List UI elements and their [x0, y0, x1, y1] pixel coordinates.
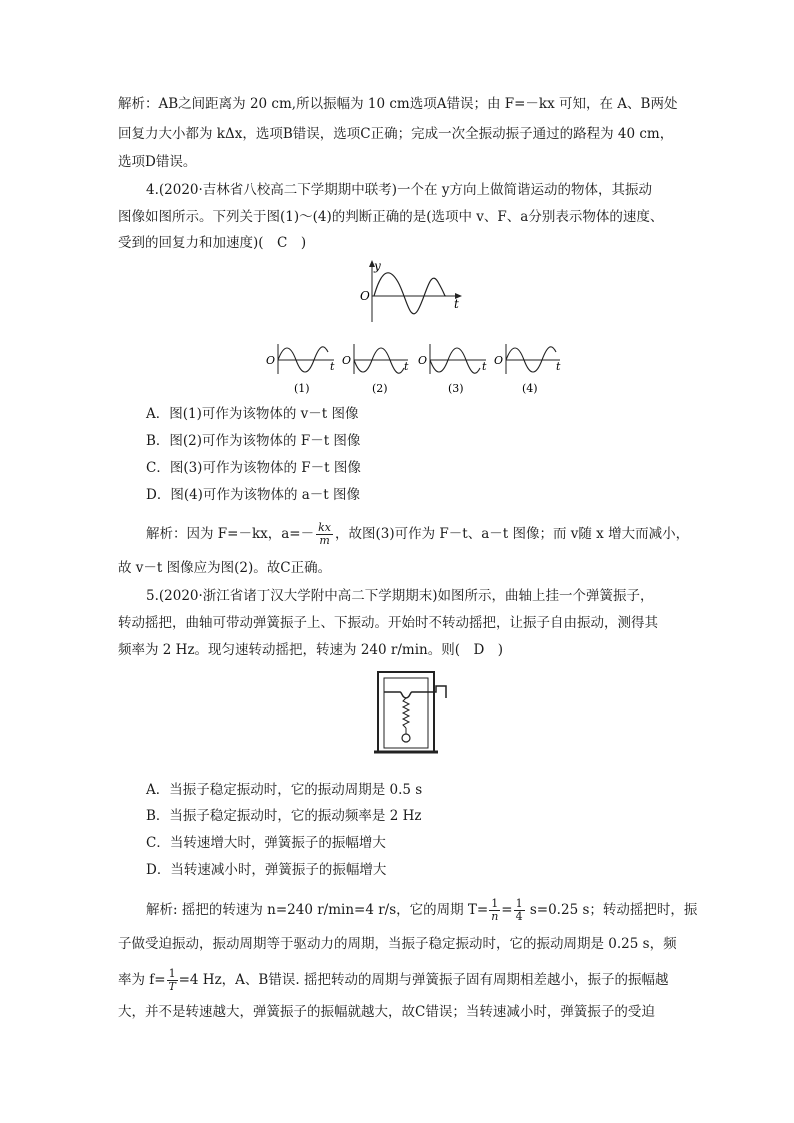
q4-stem-line-1: 4.(2020·吉林省八校高二下学期期中联考)一个在 y方向上做简谐运动的物体，其振动 [146, 182, 652, 198]
spring [403, 698, 409, 728]
q5-option-d: D．当转速减小时，弹簧振子的振幅增大 [146, 862, 387, 878]
main-origin-label: O [360, 289, 370, 303]
q4-fraction [316, 522, 333, 547]
q4-analysis-line-2: 故 v－t 图像应为图(2)。故C正确。 [118, 560, 332, 576]
sub2-t: t [404, 360, 409, 373]
q5-frac2-den: 4 [515, 910, 523, 923]
sub3-t: t [482, 360, 487, 373]
q4-fraction-num: kx [318, 521, 331, 534]
q4-option-a: A．图(1)可作为该物体的 v－t 图像 [146, 406, 359, 422]
analysis-prev-line-3: 选项D错误。 [118, 154, 197, 170]
q4-main-graph [358, 258, 468, 326]
q5-frac1-num: 1 [491, 897, 499, 910]
sub4-origin: O [494, 354, 504, 367]
analysis-prev-line-1: 解析：AB之间距离为 20 cm,所以振幅为 10 cm选项A错误；由 F=－kx 可知，在 A、B两处 [118, 96, 678, 112]
q5-frac2-num: 1 [515, 897, 523, 910]
q4-stem-line-3: 受到的回复力和加速度)( C ) [118, 235, 307, 251]
sub-graph-1 [266, 344, 335, 395]
q5-analysis-line-4: 大，并不是转速越大，弹簧振子的振幅就越大，故C错误；当转速减小时，弹簧振子的受迫 [118, 1004, 655, 1020]
analysis-prev-line-2: 回复力大小都为 kΔx，选项B错误，选项C正确；完成一次全振动振子通过的路程为 40 cm， [118, 126, 674, 142]
sub-label-4: (4) [522, 382, 538, 395]
sub1-origin: O [266, 354, 276, 367]
q5-option-b: B．当振子稳定振动时，它的振动频率是 2 Hz [146, 808, 422, 824]
sub-label-3: (3) [448, 382, 464, 395]
sub-graph-3 [418, 344, 487, 395]
q5-frac3-num: 1 [168, 967, 176, 980]
q4-option-d: D．图(4)可作为该物体的 a－t 图像 [146, 487, 361, 503]
q5-frac1-den: n [491, 910, 499, 923]
q5-analysis-line-1 [146, 898, 697, 923]
sub-graph-4 [494, 344, 561, 395]
q5-a1-post: s=0.25 s；转动摇把时，振 [525, 902, 698, 918]
sub1-t: t [330, 360, 335, 373]
crank-shaft [384, 686, 446, 698]
q5-option-a: A．当振子稳定振动时，它的振动周期是 0.5 s [146, 782, 423, 798]
sub-graph-2 [342, 344, 409, 395]
q5-frac-1-over-n [489, 898, 500, 923]
q5-frac3-den: T [168, 980, 176, 993]
q5-stem-line-2: 转动摇把，曲轴可带动弹簧振子上、下振动。开始时不转动摇把，让振子自由振动，测得其 [118, 615, 658, 631]
q4-sub-graphs [266, 340, 566, 398]
q5-a3-post: =4 Hz，A、B错误. 摇把转动的周期与弹簧振子固有周期相差越小，振子的振幅越 [178, 972, 669, 988]
q4-analysis-line-1 [146, 522, 689, 547]
q5-a3-pre: 率为 f= [118, 972, 166, 988]
q5-eq: = [501, 902, 513, 918]
q5-frac-1-over-4 [514, 898, 525, 923]
oscillator-ball [402, 734, 410, 742]
q4-analysis-part-b: ，故图(3)可作为 F－t、a－t 图像；而 v随 x 增大而减小， [335, 526, 690, 542]
q5-crank-figure [374, 668, 464, 758]
sub4-t: t [556, 360, 561, 373]
main-y-label: y [374, 259, 381, 273]
q4-option-c: C．图(3)可作为该物体的 F－t 图像 [146, 460, 361, 476]
sub3-origin: O [418, 354, 428, 367]
q4-option-b: B．图(2)可作为该物体的 F－t 图像 [146, 433, 361, 449]
main-t-label: t [454, 297, 459, 311]
frame-inner [384, 678, 428, 748]
main-sine-curve [374, 273, 446, 314]
q5-a1-pre: 解析: 摇把的转速为 n=240 r/min=4 r/s，它的周期 T= [146, 902, 489, 918]
q5-stem-line-3: 频率为 2 Hz。现匀速转动摇把，转速为 240 r/min。则( D ) [118, 642, 504, 658]
q4-analysis-part-a: 解析：因为 F=－kx，a=－ [146, 526, 315, 542]
q5-frac-1-over-T [167, 968, 178, 993]
q5-option-c: C．当转速增大时，弹簧振子的振幅增大 [146, 835, 386, 851]
q5-analysis-line-3 [118, 968, 686, 993]
q4-fraction-den: m [319, 534, 330, 547]
sub-label-2: (2) [372, 382, 388, 395]
sub2-origin: O [342, 354, 352, 367]
q5-analysis-line-2: 子做受迫振动，振动周期等于驱动力的周期，当振子稳定振动时，它的振动周期是 0.25 s，频 [118, 936, 677, 952]
q5-stem-line-1: 5.(2020·浙江省诸丁汉大学附中高二下学期期末)如图所示，曲轴上挂一个弹簧振子， [146, 588, 654, 604]
q4-stem-line-2: 图像如图所示。下列关于图(1)～(4)的判断正确的是(选项中 v、F、a分别表示物体的速度、 [118, 209, 664, 225]
sub-label-1: (1) [294, 382, 310, 395]
